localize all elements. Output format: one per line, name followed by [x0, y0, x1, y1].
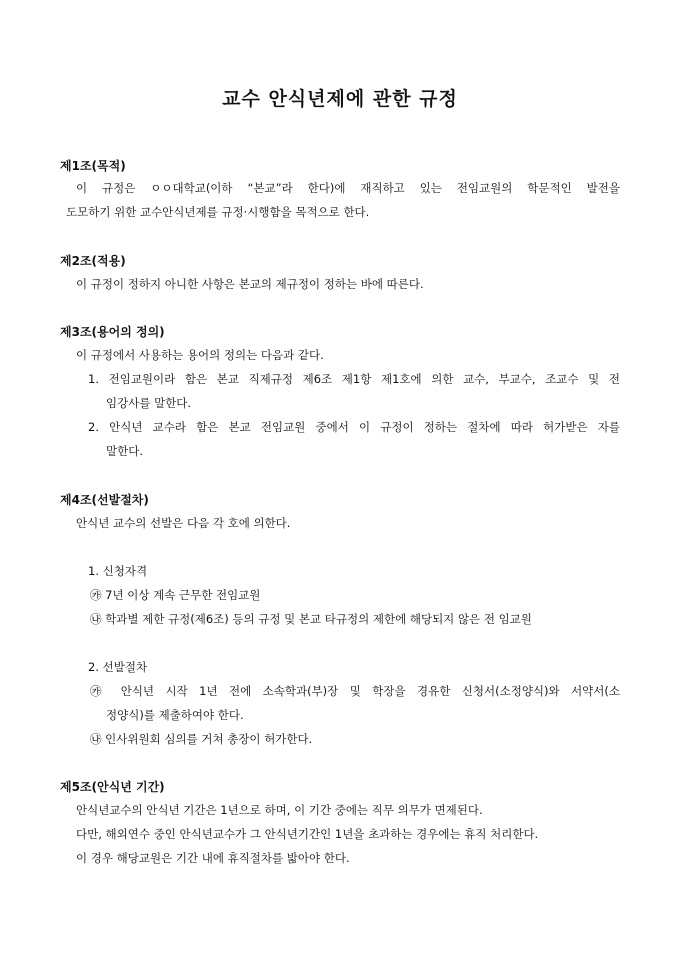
- article-2-line-1: 이 규정이 정하지 아니한 사항은 본교의 제규정이 정하는 바에 따른다.: [76, 277, 424, 291]
- article-3-item-1-cont: 임강사를 말한다.: [106, 396, 192, 410]
- article-4-item-1: 1. 신청자격: [88, 564, 148, 578]
- article-5-line-2: 다만, 해외연수 중인 안식년교수가 그 안식년기간인 1년을 초과하는 경우에는 휴직 처리한다.: [76, 827, 539, 841]
- article-4-item-2: 2. 선발절차: [88, 660, 148, 674]
- article-4-item-2-b: ㉯ 인사위원회 심의를 거쳐 총장이 허가한다.: [90, 732, 313, 746]
- article-3-heading: 제3조(용어의 정의): [60, 325, 165, 339]
- article-1-heading: 제1조(목적): [60, 159, 126, 173]
- document-title: 교수 안식년제에 관한 규정: [222, 88, 458, 110]
- article-5-line-3: 이 경우 해당교원은 기간 내에 휴직절차를 밟아야 한다.: [76, 851, 350, 865]
- article-4-item-1-b: ㉯ 학과별 제한 규정(제6조) 등의 규정 및 본교 타규정의 제한에 해당되지 않은 전 임교원: [90, 612, 532, 626]
- article-3-item-2-cont: 말한다.: [106, 444, 143, 458]
- article-5-line-1: 안식년교수의 안식년 기간은 1년으로 하며, 이 기간 중에는 직무 의무가 면제된다.: [76, 803, 483, 817]
- article-5-heading: 제5조(안식년 기간): [60, 780, 165, 794]
- article-4-item-2-a: ㉮ 안식년 시작 1년 전에 소속학과(부)장 및 학장을 경유한 신청서(소정양식)와 서약서(소: [90, 684, 620, 698]
- article-4-line-1: 안식년 교수의 선발은 다음 각 호에 의한다.: [76, 516, 291, 530]
- article-4-item-1-a: ㉮ 7년 이상 계속 근무한 전임교원: [90, 588, 261, 602]
- article-4-item-2-a-cont: 정양식)를 제출하여야 한다.: [106, 708, 244, 722]
- article-1-line-1: 이 규정은 ㅇㅇ대학교(이하 “본교”라 한다)에 재직하고 있는 전임교원의 학문적인 발전을: [76, 181, 620, 195]
- article-3-line-1: 이 규정에서 사용하는 용어의 정의는 다음과 같다.: [76, 348, 324, 362]
- article-1-line-2: 도모하기 위한 교수안식년제를 규정·시행함을 목적으로 한다.: [66, 205, 370, 219]
- article-4-heading: 제4조(선발절차): [60, 493, 149, 507]
- article-3-item-2: 2. 안식년 교수라 함은 본교 전임교원 중에서 이 규정이 정하는 절차에 따라 허가받은 자를: [88, 420, 620, 434]
- article-3-item-1: 1. 전임교원이라 함은 본교 직제규정 제6조 제1항 제1호에 의한 교수, 부교수, 조교수 및 전: [88, 372, 620, 386]
- article-2-heading: 제2조(적용): [60, 254, 126, 268]
